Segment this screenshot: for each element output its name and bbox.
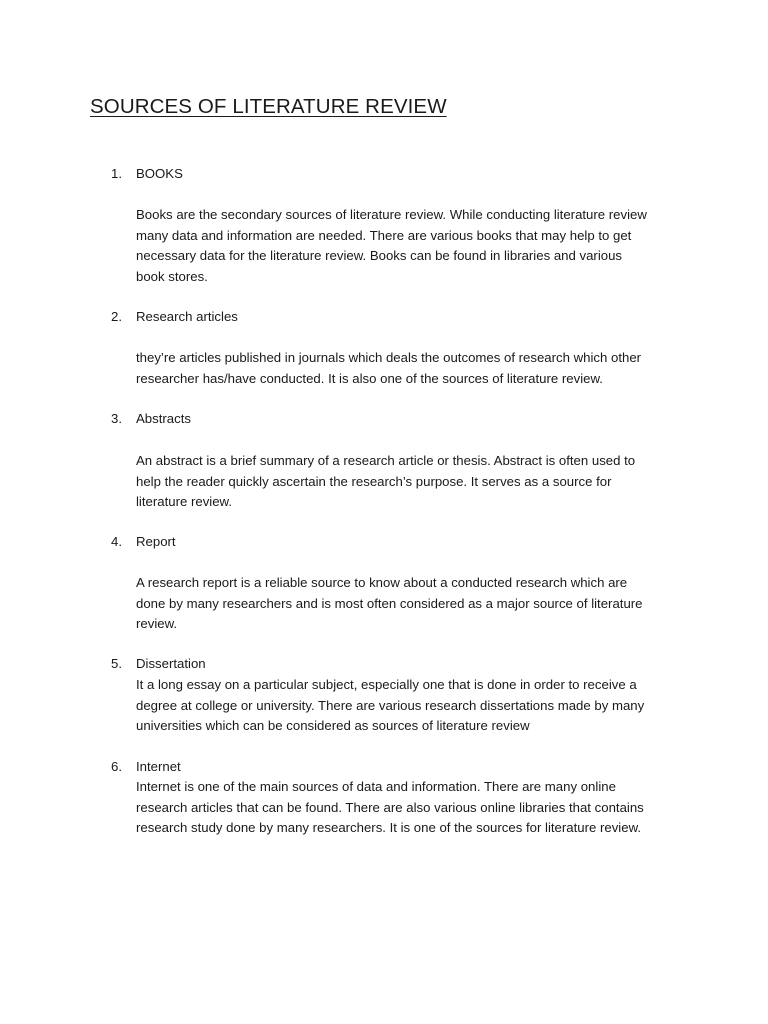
paragraph-line: research study done by many researchers. It is one of the sources for literature review. <box>136 820 642 836</box>
paragraph-line: A research report is a reliable source to know about a conducted research which are <box>136 575 628 590</box>
paragraph-line: literature review. <box>136 494 233 510</box>
section-heading: Dissertation <box>136 656 206 671</box>
section-paragraph <box>136 573 696 635</box>
section-heading: Research articles <box>136 309 238 324</box>
section-heading: BOOKS <box>136 166 183 181</box>
paragraph-line: It a long essay on a particular subject, especially one that is done in order to receive a <box>136 677 637 692</box>
paragraph-line: Internet is one of the main sources of data and information. There are many online <box>136 779 616 794</box>
paragraph-line: universities which can be considered as sources of literature review <box>136 718 530 734</box>
paragraph-line: An abstract is a brief summary of a research article or thesis. Abstract is often used to <box>136 453 636 468</box>
paragraph-line: degree at college or university. There are various research dissertations made by many <box>136 697 645 713</box>
section-paragraph <box>136 675 696 737</box>
paragraph-line: they’re articles published in journals which deals the outcomes of research which other <box>136 350 642 365</box>
section-paragraph <box>136 348 696 389</box>
list-number: 1. <box>111 166 122 181</box>
paragraph-line: necessary data for the literature review. Books can be found in libraries and various <box>136 248 623 264</box>
list-number: 3. <box>111 411 122 426</box>
paragraph-line: book stores. <box>136 268 208 284</box>
list-number: 2. <box>111 309 122 324</box>
paragraph-line: research articles that can be found. There are also various online libraries that contains <box>136 799 644 815</box>
section-paragraph <box>136 451 696 513</box>
paragraph-line: review. <box>136 616 178 632</box>
paragraph-line: researcher has/have conducted. It is also one of the sources of literature review. <box>136 370 603 386</box>
section-paragraph <box>136 777 696 839</box>
paragraph-line: Books are the secondary sources of literature review. While conducting literature review <box>136 207 647 222</box>
section-heading: Report <box>136 534 176 549</box>
page-title: SOURCES OF LITERATURE REVIEW <box>90 95 447 118</box>
paragraph-line: help the reader quickly ascertain the research’s purpose. It serves as a source for <box>136 473 612 489</box>
list-number: 6. <box>111 759 122 774</box>
section-paragraph <box>136 205 696 287</box>
paragraph-line: many data and information are needed. There are various books that may help to get <box>136 227 632 243</box>
list-number: 5. <box>111 656 122 671</box>
section-heading: Internet <box>136 759 181 774</box>
paragraph-line: done by many researchers and is most often considered as a major source of literature <box>136 595 643 611</box>
section-heading: Abstracts <box>136 411 191 426</box>
list-number: 4. <box>111 534 122 549</box>
